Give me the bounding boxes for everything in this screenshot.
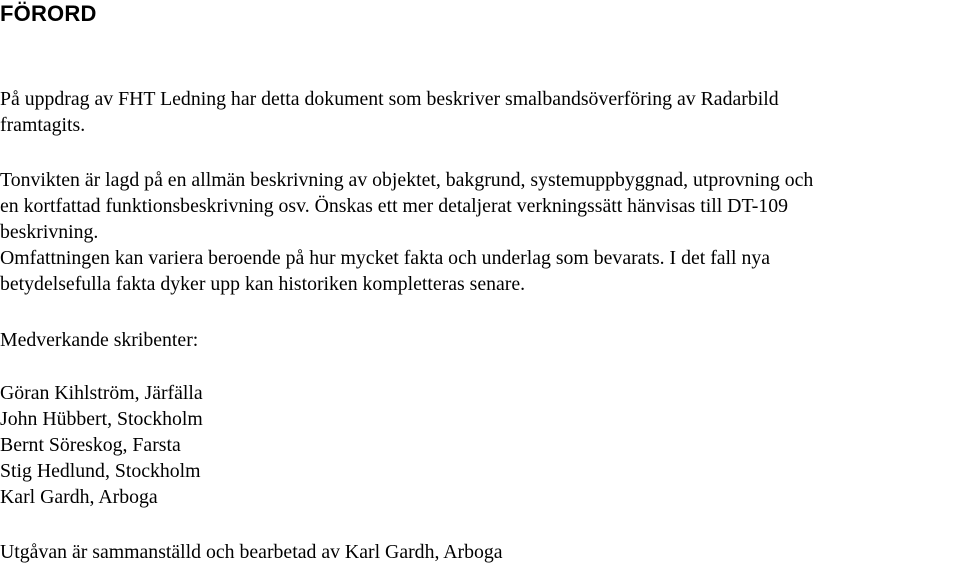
body-line: Tonvikten är lagd på en allmän beskrivning av objektet, bakgrund, systemuppbyggnad, utprovning och: [0, 169, 814, 191]
body-line: Omfattningen kan variera beroende på hur mycket fakta och underlag som bevarats. I det fall nya: [0, 247, 771, 269]
body-line: beskrivning.: [0, 221, 99, 243]
contributor-name: Karl Gardh, Arboga: [0, 486, 158, 508]
contributor-name: John Hübbert, Stockholm: [0, 408, 203, 430]
edition-note: Utgåvan är sammanställd och bearbetad av Karl Gardh, Arboga: [0, 541, 503, 563]
body-paragraph: [0, 167, 958, 297]
contributor-name: Stig Hedlund, Stockholm: [0, 460, 201, 482]
intro-line: framtagits.: [0, 114, 86, 136]
page-title: FÖRORD: [0, 1, 97, 26]
contributors-label: Medverkande skribenter:: [0, 329, 199, 351]
contributors-list: [0, 380, 958, 510]
contributor-name: Bernt Söreskog, Farsta: [0, 434, 181, 456]
intro-line: På uppdrag av FHT Ledning har detta dokument som beskriver smalbandsöverföring av Radarbild: [0, 88, 779, 110]
contributor-name: Göran Kihlström, Järfälla: [0, 382, 203, 404]
intro-paragraph: [0, 86, 958, 138]
body-line: en kortfattad funktionsbeskrivning osv. Önskas ett mer detaljerat verkningssätt hänvisas till DT-109: [0, 195, 788, 217]
body-line: betydelsefulla fakta dyker upp kan historiken kompletteras senare.: [0, 273, 526, 295]
